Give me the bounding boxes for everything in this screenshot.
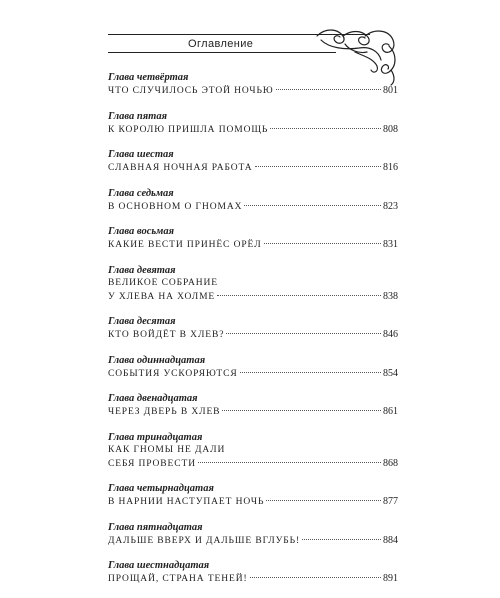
chapter-title-line	[108, 84, 398, 98]
chapter-label: Глава тринадцатая	[108, 431, 203, 443]
page-number: 868	[383, 457, 398, 469]
chapter-label: Глава шестнадцатая	[108, 560, 210, 571]
toc-entry[interactable]	[108, 392, 398, 419]
page-number: 808	[383, 123, 398, 135]
toc-entry[interactable]	[108, 225, 398, 252]
dot-leader	[250, 577, 381, 578]
toc-entry[interactable]	[108, 71, 398, 98]
toc-entry[interactable]	[108, 110, 398, 137]
chapter-title-line	[108, 238, 398, 252]
toc-entry[interactable]	[108, 187, 398, 214]
chapter-title-line	[108, 123, 398, 137]
chapter-label: Глава четырнадцатая	[108, 483, 214, 494]
page-number: 838	[383, 290, 398, 302]
dot-leader	[266, 500, 381, 501]
chapter-title-line	[108, 200, 398, 214]
chapter-title: СОБЫТИЯ УСКОРЯЮТСЯ	[108, 368, 238, 379]
dot-leader	[217, 295, 381, 296]
chapter-title-line	[108, 367, 398, 381]
chapter-title: СЕБЯ ПРОВЕСТИ	[108, 458, 196, 469]
chapter-title-line	[108, 277, 398, 290]
toc-entry[interactable]	[108, 315, 398, 342]
chapter-title: В ОСНОВНОМ О ГНОМАХ	[108, 201, 243, 212]
page-number: 846	[383, 329, 398, 340]
chapter-title: ЧЕРЕЗ ДВЕРЬ В ХЛЕВ	[108, 407, 221, 417]
chapter-label: Глава двенадцатая	[108, 393, 198, 404]
toc-entry[interactable]	[108, 521, 398, 548]
dot-leader	[302, 539, 381, 540]
dot-leader	[276, 89, 381, 90]
page-number: 861	[383, 406, 398, 417]
chapter-title-line	[108, 444, 398, 457]
chapter-label: Глава седьмая	[108, 187, 174, 199]
toc-entry[interactable]	[108, 148, 398, 175]
header-title: Оглавление	[188, 38, 254, 50]
chapter-title-line	[108, 572, 398, 586]
page-number: 823	[383, 200, 398, 212]
header-bottom-rule	[108, 52, 336, 53]
dot-leader	[264, 243, 381, 244]
chapter-label: Глава пятнадцатая	[108, 521, 203, 533]
dot-leader	[198, 462, 381, 463]
dot-leader	[244, 205, 381, 206]
chapter-title: ВЕЛИКОЕ СОБРАНИЕ	[108, 277, 218, 288]
page-number: 854	[383, 367, 398, 379]
chapter-title: В НАРНИИ НАСТУПАЕТ НОЧЬ	[108, 497, 265, 507]
dot-leader	[270, 128, 381, 129]
chapter-title: ПРОЩАЙ, СТРАНА ТЕНЕЙ!	[108, 574, 248, 584]
chapter-title-line	[108, 405, 398, 419]
page-number: 891	[383, 573, 398, 584]
chapter-title: ЧТО СЛУЧИЛОСЬ ЭТОЙ НОЧЬЮ	[108, 86, 274, 96]
page-number: 816	[383, 162, 398, 173]
chapter-title: КТО ВОЙДЁТ В ХЛЕВ?	[108, 330, 225, 340]
chapter-title-line	[108, 457, 398, 471]
chapter-title: ДАЛЬШЕ ВВЕРХ И ДАЛЬШЕ ВГЛУБЬ!	[108, 535, 301, 546]
chapter-title: СЛАВНАЯ НОЧНАЯ РАБОТА	[108, 163, 253, 173]
toc-entry[interactable]	[108, 559, 398, 586]
chapter-label: Глава шестая	[108, 149, 174, 160]
chapter-label: Глава восьмая	[108, 226, 175, 237]
chapter-title: КАКИЕ ВЕСТИ ПРИНЁС ОРЁЛ	[108, 240, 262, 250]
chapter-title-line	[108, 495, 398, 509]
chapter-title-line	[108, 534, 398, 548]
page-number: 877	[383, 496, 398, 507]
toc-entry[interactable]	[108, 482, 398, 509]
chapter-title-line	[108, 328, 398, 342]
table-of-contents	[108, 71, 398, 598]
dot-leader	[222, 410, 381, 411]
toc-entry[interactable]	[108, 431, 398, 471]
chapter-title-line	[108, 161, 398, 175]
chapter-label: Глава четвёртая	[108, 72, 189, 83]
chapter-title: КАК ГНОМЫ НЕ ДАЛИ	[108, 444, 226, 455]
chapter-title-line	[108, 290, 398, 304]
toc-entry[interactable]	[108, 354, 398, 381]
chapter-label: Глава девятая	[108, 264, 176, 276]
chapter-label: Глава одиннадцатая	[108, 354, 206, 366]
chapter-label: Глава пятая	[108, 110, 167, 122]
toc-entry[interactable]	[108, 264, 398, 304]
dot-leader	[240, 372, 381, 373]
dot-leader	[255, 166, 381, 167]
page-number: 831	[383, 239, 398, 250]
page-number: 801	[383, 85, 398, 96]
chapter-title: У ХЛЕВА НА ХОЛМЕ	[108, 291, 216, 302]
dot-leader	[226, 333, 381, 334]
chapter-title: К КОРОЛЮ ПРИШЛА ПОМОЩЬ	[108, 124, 269, 135]
chapter-label: Глава десятая	[108, 316, 176, 327]
page-number: 884	[383, 534, 398, 546]
